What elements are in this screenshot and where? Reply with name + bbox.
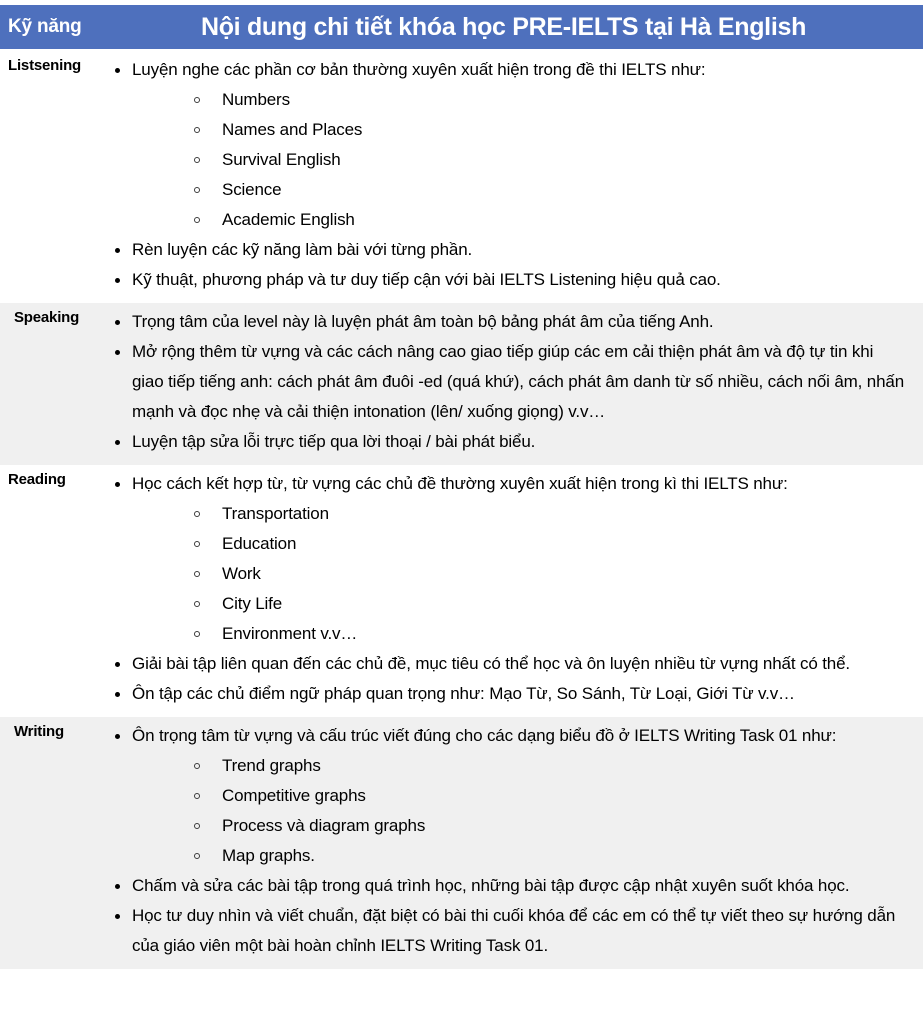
row-content xyxy=(108,717,923,969)
bullet-text: Trọng tâm của level này là luyện phát âm toàn bộ bảng phát âm của tiếng Anh. xyxy=(132,312,714,331)
sub-bullet-item: Work xyxy=(188,559,909,589)
header-content-column: Nội dung chi tiết khóa học PRE-IELTS tại Hà English xyxy=(200,12,807,41)
bullet-item xyxy=(108,427,909,457)
bullet-item xyxy=(108,679,909,709)
bullet-text: Luyện nghe các phần cơ bản thường xuyên xuất hiện trong đề thi IELTS như: xyxy=(132,60,706,79)
sub-bullet-item: Numbers xyxy=(188,85,909,115)
row-content xyxy=(108,465,923,717)
sub-bullet-item: City Life xyxy=(188,589,909,619)
bullet-text: Ôn tập các chủ điểm ngữ pháp quan trọng như: Mạo Từ, So Sánh, Từ Loại, Giới Từ v.v… xyxy=(132,684,795,703)
sub-bullet-item: Academic English xyxy=(188,205,909,235)
sub-bullet-list xyxy=(132,751,909,871)
table-row xyxy=(0,51,923,303)
sub-bullet-item: Names and Places xyxy=(188,115,909,145)
header-skill-column: Kỹ năng xyxy=(8,16,82,37)
sub-bullet-item: Science xyxy=(188,175,909,205)
bullet-text: Rèn luyện các kỹ năng làm bài với từng phần. xyxy=(132,240,473,259)
bullet-item xyxy=(108,265,909,295)
sub-bullet-item: Competitive graphs xyxy=(188,781,909,811)
table-row xyxy=(0,303,923,465)
sub-bullet-item: Transportation xyxy=(188,499,909,529)
bullet-list xyxy=(108,55,909,295)
sub-bullet-item: Environment v.v… xyxy=(188,619,909,649)
sub-bullet-item: Trend graphs xyxy=(188,751,909,781)
sub-bullet-item: Survival English xyxy=(188,145,909,175)
bullet-item xyxy=(108,649,909,679)
bullet-list xyxy=(108,307,909,457)
bullet-text: Luyện tập sửa lỗi trực tiếp qua lời thoại / bài phát biểu. xyxy=(132,432,536,451)
bullet-list xyxy=(108,721,909,961)
bullet-text: Học tư duy nhìn và viết chuẩn, đặt biệt có bài thi cuối khóa để các em có thể tự viết theo sự hướng dẫn của giáo viên một bài hoàn chỉnh IELTS Writing Task 01. xyxy=(132,906,896,955)
row-content xyxy=(108,51,923,303)
table-header-row xyxy=(0,5,923,51)
row-skill-label-speaking: Speaking xyxy=(14,309,80,326)
bullet-item xyxy=(108,871,909,901)
bullet-item xyxy=(108,235,909,265)
bullet-item xyxy=(108,721,909,871)
table-row xyxy=(0,465,923,717)
table-row xyxy=(0,717,923,969)
sub-bullet-list xyxy=(132,499,909,649)
row-skill-label-listsening: Listsening xyxy=(8,57,82,74)
row-skill-label-reading: Reading xyxy=(8,471,66,488)
bullet-list xyxy=(108,469,909,709)
bullet-text: Học cách kết hợp từ, từ vựng các chủ đề thường xuyên xuất hiện trong kì thi IELTS như: xyxy=(132,474,788,493)
bullet-text: Kỹ thuật, phương pháp và tư duy tiếp cận với bài IELTS Listening hiệu quả cao. xyxy=(132,270,721,289)
sub-bullet-item: Process và diagram graphs xyxy=(188,811,909,841)
sub-bullet-item: Education xyxy=(188,529,909,559)
bullet-item xyxy=(108,307,909,337)
bullet-item xyxy=(108,337,909,427)
bullet-text: Giải bài tập liên quan đến các chủ đề, mục tiêu có thể học và ôn luyện nhiều từ vựng nhất có thể. xyxy=(132,654,850,673)
bottom-white-strip xyxy=(0,1021,186,1029)
bullet-text: Mở rộng thêm từ vựng và các cách nâng cao giao tiếp giúp các em cải thiện phát âm và độ tự tin khi giao tiếp tiếng anh: cách phát âm đuôi -ed (quá khứ), cách phát âm danh từ số nhiều, cách nối âm, nhấn mạnh và đọc nhẹ và cải thiện intonation (lên/ xuống giọng) v.v… xyxy=(132,342,905,421)
bullet-item xyxy=(108,901,909,961)
sub-bullet-list xyxy=(132,85,909,235)
table-body xyxy=(0,51,923,969)
sub-bullet-item: Map graphs. xyxy=(188,841,909,871)
row-skill-label-writing: Writing xyxy=(14,723,64,740)
row-content xyxy=(108,303,923,465)
bullet-text: Ôn trọng tâm từ vựng và cấu trúc viết đúng cho các dạng biểu đồ ở IELTS Writing Task 01 như: xyxy=(132,726,837,745)
course-syllabus-table xyxy=(0,5,923,1029)
bullet-text: Chấm và sửa các bài tập trong quá trình học, những bài tập được cập nhật xuyên suốt khóa học. xyxy=(132,876,850,895)
bullet-item xyxy=(108,55,909,235)
bullet-item xyxy=(108,469,909,649)
